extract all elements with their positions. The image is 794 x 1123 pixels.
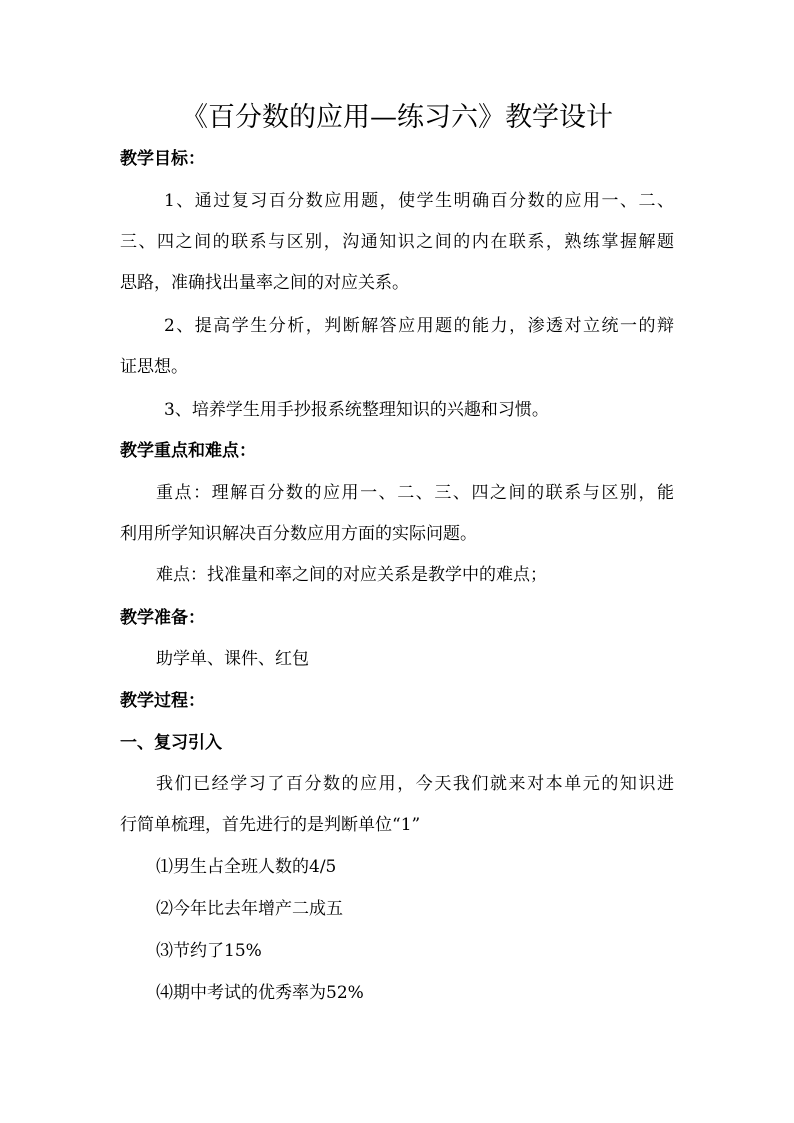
objective-2-line-1: 2、提高学生分析，判断解答应用题的能力，渗透对立统一的辩 xyxy=(164,316,674,336)
objective-1-line-3: 思路，准确找出量率之间的对应关系。 xyxy=(120,273,409,293)
document-title: 《百分数的应用—练习六》教学设计 xyxy=(181,102,613,133)
example-2: ⑵今年比去年增产二成五 xyxy=(156,899,343,919)
process-heading: 教学过程： xyxy=(120,691,205,711)
objective-3: 3、培养学生用手抄报系统整理知识的兴趣和习惯。 xyxy=(164,400,549,420)
preparation-items: 助学单、课件、红包 xyxy=(156,649,309,669)
objective-1-line-1: 1、通过复习百分数应用题，使学生明确百分数的应用一、二、 xyxy=(164,191,674,211)
objective-2-line-2: 证思想。 xyxy=(120,357,188,377)
focus-line-1: 重点：理解百分数的应用一、二、三、四之间的联系与区别，能 xyxy=(156,483,674,503)
objective-1-line-2: 三、四之间的联系与区别，沟通知识之间的内在联系，熟练掌握解题 xyxy=(120,232,674,252)
example-4: ⑷期中考试的优秀率为52% xyxy=(156,983,364,1003)
preparation-heading: 教学准备： xyxy=(120,608,205,628)
focus-line-2: 利用所学知识解决百分数应用方面的实际问题。 xyxy=(120,524,477,544)
difficulty-line: 难点：找准量和率之间的对应关系是教学中的难点； xyxy=(156,565,547,585)
intro-line-1: 我们已经学习了百分数的应用，今天我们就来对本单元的知识进 xyxy=(156,774,674,794)
example-3: ⑶节约了15% xyxy=(156,941,262,961)
section-1-heading: 一、复习引入 xyxy=(120,733,222,753)
intro-line-2: 行简单梳理，首先进行的是判断单位“1” xyxy=(120,815,421,835)
key-points-heading: 教学重点和难点： xyxy=(120,441,256,461)
objectives-heading: 教学目标： xyxy=(120,149,205,169)
example-1: ⑴男生占全班人数的4/5 xyxy=(156,857,337,877)
